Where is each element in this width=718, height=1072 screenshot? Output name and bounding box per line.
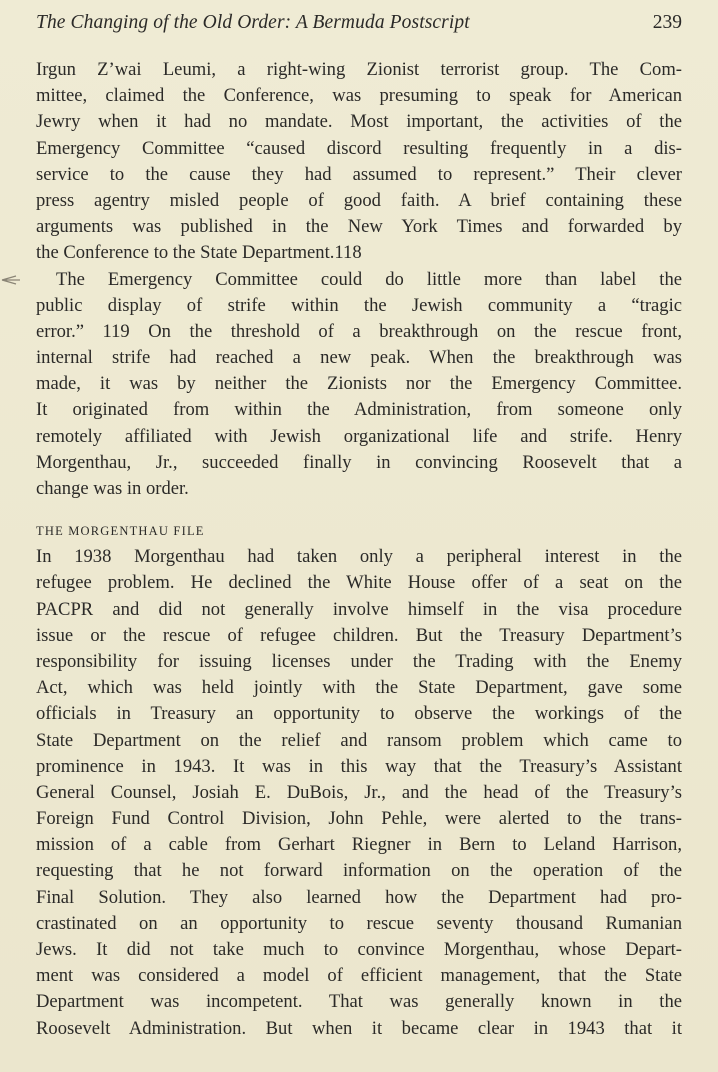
text-line: crastinated on an opportunity to rescue seventy thousand Rumanian — [36, 912, 682, 934]
section-heading: THE MORGENTHAU FILE — [36, 524, 205, 539]
running-title: The Changing of the Old Order: A Bermuda Postscript — [36, 12, 470, 33]
text-line: The Emergency Committee could do little more than label the — [56, 268, 682, 290]
text-line: Morgenthau, Jr., succeeded finally in convincing Roosevelt that a — [36, 451, 682, 473]
text-line: error.” 119 On the threshold of a breakthrough on the rescue front, — [36, 320, 682, 342]
text-line: mittee, claimed the Conference, was presuming to speak for American — [36, 85, 682, 107]
text-line: In 1938 Morgenthau had taken only a peripheral interest in the — [36, 546, 682, 568]
text-line: made, it was by neither the Zionists nor the Emergency Committee. — [36, 373, 682, 395]
text-line: Jewry when it had no mandate. Most important, the activities of the — [36, 111, 682, 133]
text-line: service to the cause they had assumed to represent.” Their clever — [36, 163, 682, 185]
text-line: Jews. It did not take much to convince Morgenthau, whose Depart- — [36, 939, 682, 960]
text-line: mission of a cable from Gerhart Riegner in Bern to Leland Harrison, — [36, 834, 682, 856]
text-line: General Counsel, Josiah E. DuBois, Jr., and the head of the Treasury’s — [36, 781, 682, 803]
paragraph-1 — [36, 57, 682, 267]
body-text — [36, 57, 682, 1042]
text-line: press agentry misled people of good faith. A brief containing these — [36, 189, 682, 211]
text-line: State Department on the relief and ransom problem which came to — [36, 729, 682, 751]
running-head — [36, 12, 682, 40]
text-line: issue or the rescue of refugee children. But the Treasury Department’s — [36, 624, 682, 646]
text-line: arguments was published in the New York Times and forwarded by — [36, 216, 682, 238]
text-line: change was in order. — [36, 478, 189, 499]
text-line: It originated from within the Administration, from someone only — [36, 399, 682, 421]
text-line: prominence in 1943. It was in this way that the Treasury’s Assistant — [36, 755, 682, 777]
paragraph-3 — [36, 544, 682, 1042]
text-line: ment was considered a model of efficient management, that the State — [36, 965, 682, 987]
text-line: PACPR and did not generally involve himself in the visa procedure — [36, 598, 682, 620]
text-line: internal strife had reached a new peak. When the breakthrough was — [36, 347, 682, 369]
text-line: Foreign Fund Control Division, John Pehle, were alerted to the trans- — [36, 808, 682, 830]
text-line: officials in Treasury an opportunity to observe the workings of the — [36, 703, 682, 725]
text-line: Department was incompetent. That was generally known in the — [36, 991, 682, 1013]
text-line: Emergency Committee “caused discord resulting frequently in a dis- — [36, 137, 682, 159]
text-line: requesting that he not forward information on the operation of the — [36, 860, 682, 882]
text-line: the Conference to the State Department.118 — [36, 242, 362, 264]
text-line: remotely affiliated with Jewish organizational life and strife. Henry — [36, 425, 682, 447]
page-number: 239 — [652, 12, 682, 33]
text-line: Final Solution. They also learned how the Department had pro- — [36, 886, 682, 908]
text-line: Irgun Z’wai Leumi, a right-wing Zionist terrorist group. The Com- — [36, 59, 682, 80]
margin-arrow-mark — [0, 270, 22, 292]
text-line: responsibility for issuing licenses under the Trading with the Enemy — [36, 650, 682, 672]
text-line: Roosevelt Administration. But when it became clear in 1943 that it — [36, 1017, 682, 1039]
paragraph-2 — [36, 267, 682, 503]
text-line: refugee problem. He declined the White House offer of a seat on the — [36, 572, 682, 594]
text-line: Act, which was held jointly with the State Department, gave some — [36, 677, 682, 699]
text-line: public display of strife within the Jewish community a “tragic — [36, 294, 682, 316]
